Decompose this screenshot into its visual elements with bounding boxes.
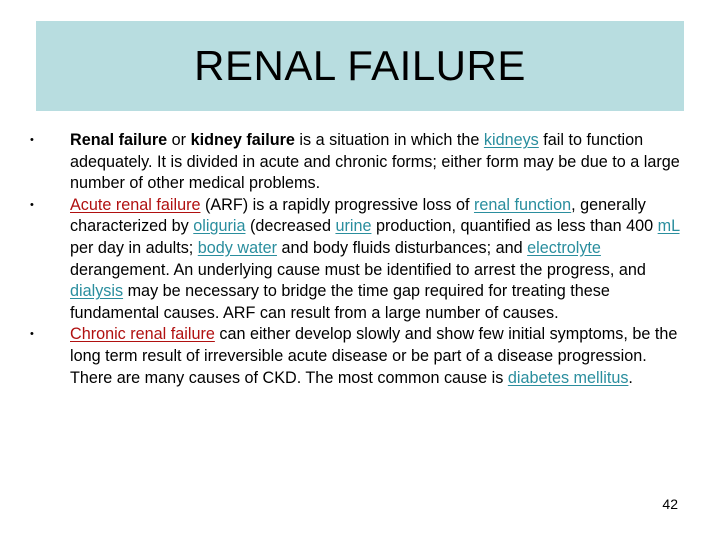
term-link[interactable]: Chronic renal failure <box>70 325 215 344</box>
term-link[interactable]: kidneys <box>483 131 539 149</box>
bold-term: Renal failure <box>70 131 168 149</box>
text-segment: , generally characterized by <box>70 195 646 236</box>
bullet-text <box>70 195 690 325</box>
term-link[interactable]: renal function <box>473 195 572 214</box>
term-link[interactable]: diabetes mellitus <box>507 368 629 387</box>
text-segment: can either develop slowly and show few initial symptoms, be the long term result of irreversible acute disease or be part of a disease progression. There are many causes of CKD. The most common cause is <box>70 325 678 387</box>
bullet-glyph: • <box>30 134 34 146</box>
term-link[interactable]: mL <box>657 217 680 236</box>
term-link[interactable]: Acute renal failure <box>70 195 201 214</box>
term-link[interactable]: dialysis <box>70 282 124 301</box>
term-link[interactable]: oliguria <box>193 217 246 236</box>
text-segment: and body fluids disturbances; and <box>276 238 528 257</box>
page-number: 42 <box>662 496 678 512</box>
bullet-list <box>30 130 690 389</box>
term-link[interactable]: urine <box>335 217 372 236</box>
bullet-text <box>70 130 690 195</box>
text-segment: may be necessary to bridge the time gap required for treating these fundamental causes. ARF can result from a large number of causes. <box>70 282 610 322</box>
term-link[interactable]: body water <box>197 238 277 257</box>
text-segment: . <box>628 368 633 387</box>
bullet-item <box>30 324 690 389</box>
text-segment: derangement. An underlying cause must be identified to arrest the progress, and <box>70 260 646 279</box>
bullet-glyph: • <box>30 328 34 341</box>
text-segment: or <box>167 131 191 149</box>
text-segment: is a situation in which the <box>294 131 484 149</box>
bullet-glyph: • <box>30 198 34 211</box>
text-segment: (ARF) is a rapidly progressive loss of <box>200 195 474 214</box>
bullet-item <box>30 195 690 325</box>
slide-title: RENAL FAILURE <box>194 42 526 89</box>
text-segment: per day in adults; <box>70 238 198 257</box>
text-segment: production, quantified as less than 400 <box>371 217 658 236</box>
title-banner <box>36 21 684 111</box>
text-segment: (decreased <box>245 217 336 236</box>
term-link[interactable]: electrolyte <box>527 238 601 257</box>
bullet-item <box>30 130 690 195</box>
bold-term: kidney failure <box>190 131 295 149</box>
text-segment: fail to function adequately. It is divided in acute and chronic forms; either form may be due to a large number of other medical problems. <box>70 131 680 193</box>
bullet-text <box>70 324 690 389</box>
